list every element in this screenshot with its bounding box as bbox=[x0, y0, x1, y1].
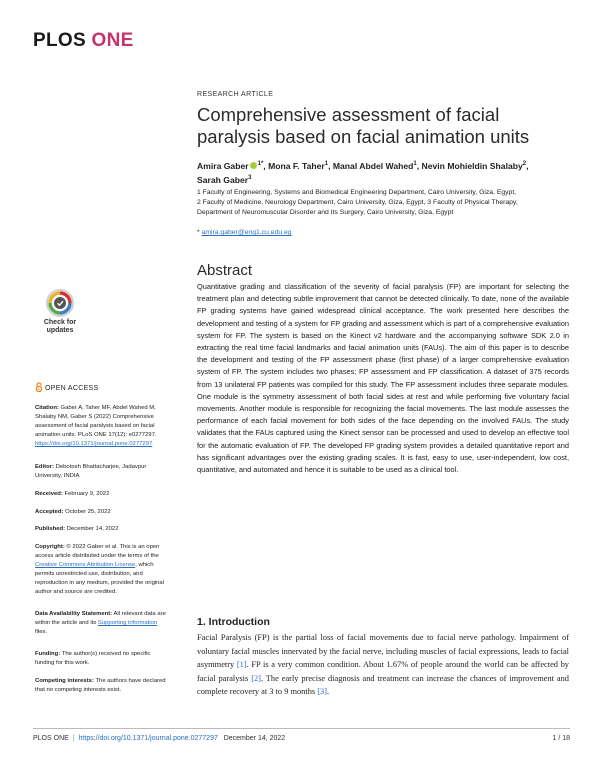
citation-block bbox=[35, 404, 170, 449]
corresponding-star: * bbox=[197, 229, 200, 236]
plos-one-logo[interactable] bbox=[33, 30, 134, 52]
author-affiliation-sup: 3 bbox=[248, 174, 252, 181]
footer bbox=[33, 735, 285, 742]
received-label: Received: bbox=[35, 491, 63, 497]
published-label: Published: bbox=[35, 526, 66, 532]
check-for-updates-badge[interactable] bbox=[36, 288, 84, 348]
data-availability-block bbox=[35, 610, 170, 637]
open-access-lock-icon bbox=[35, 382, 43, 392]
accepted-block bbox=[35, 508, 170, 517]
reference-link[interactable]: [1] bbox=[236, 660, 247, 670]
reference-link[interactable]: [2] bbox=[251, 673, 261, 683]
received-block bbox=[35, 490, 170, 499]
author-name[interactable]: Amira Gaber bbox=[197, 160, 249, 171]
abstract-heading: Abstract bbox=[197, 262, 253, 279]
published-block bbox=[35, 525, 170, 534]
cfu-line: Check for bbox=[43, 319, 77, 326]
affiliation-line: 2 Faculty of Medicine, Neurology Department, Cairo University, Giza, Egypt, 3 Faculty of Physical Therapy, bbox=[197, 199, 518, 206]
competing-interests-block bbox=[35, 677, 170, 695]
abstract-text: Quantitative grading and classification of the severity of facial paralysis (FP) are important for selecting the treatment plan and detecting subtle improvement that cannot be detected clinically. To date, none of the available FP grading systems have gained widespread clinical acceptance. The work presented here describes the development and testing of a system for FP grading and assessment which is part of a comprehensive evaluation system for FP. The system is based on the Kinect v2 hardware and the accompanying software SDK 2.0 in extracting the real time facial landmarks and facial animation units (FAUs). The aim of this paper is to describe the development and testing of the FP assessment phase (first phase) of a larger comprehensive evaluation system of FP. The system includes two phases; FP assessment and FP classification. A dataset of 375 records from 13 unilateral FP patients was compiled for this study. The FP assessment includes three separate modules. One module is the symmetry assessment of both facial sides at rest and while performing five voluntary facial movements. Another module is responsible for recognizing the facial movements. The last module assesses the performance of each facial movement for both sides of the face depending on the involved FAUs. The study validates that the FAUs captured using the Kinect sensor can be processed and used to develop an effective tool for the automatic evaluation of FP. The developed FP grading system provides a detailed quantitative report and has significant advantages over the existing grading scales. It is fast, easy to use, user-independent, low cost, quantitative, and automated and hence it is suitable to be used as a clinical tool. bbox=[197, 282, 569, 475]
corresponding-mark: * bbox=[260, 161, 264, 167]
published-date: December 14, 2022 bbox=[66, 526, 119, 532]
introduction-heading: 1. Introduction bbox=[197, 616, 270, 628]
author-affiliation-sup: 1 bbox=[413, 161, 417, 167]
page-number: 1 / 18 bbox=[552, 735, 570, 742]
author-affiliation-sup: 1 bbox=[257, 161, 261, 167]
footer-divider bbox=[33, 728, 570, 729]
citation-label: Citation: bbox=[35, 405, 59, 411]
cfu-line: updates bbox=[46, 327, 74, 334]
check-for-updates-label bbox=[36, 319, 84, 335]
copyright-text: , which permits unrestricted use, distribution, and reproduction in any medium, provided the original author and source are credited. bbox=[35, 562, 165, 595]
competing-interests-text: The authors have declared that no competing interests exist. bbox=[35, 678, 166, 693]
funding-label: Funding: bbox=[35, 651, 61, 657]
data-availability-label: Data Availability Statement: bbox=[35, 611, 113, 617]
intro-text-part: . bbox=[327, 687, 330, 697]
author-name[interactable]: Nevin Mohieldin Shalaby bbox=[421, 160, 523, 171]
author-name[interactable]: Mona F. Taher bbox=[268, 160, 325, 171]
data-availability-text: files. bbox=[35, 629, 48, 635]
reference-link[interactable]: [3] bbox=[317, 687, 328, 697]
author-name[interactable]: Manal Abdel Wahed bbox=[332, 160, 414, 171]
logo-one: ONE bbox=[91, 30, 134, 51]
copyright-label: Copyright: bbox=[35, 544, 65, 550]
citation-text: Gaber A, Taher MF, Abdel Wahed M, Shalaby NM, Gaber S (2022) Comprehensive assessment of facial paralysis based on facial animation units. PLoS ONE 17(12): e0277297. bbox=[35, 405, 157, 438]
article-type: RESEARCH ARTICLE bbox=[197, 91, 274, 98]
editor-block bbox=[35, 463, 170, 481]
intro-text-part: . FP is a very common condition. About 1.67% of people around the world can be affected by facial paralysis bbox=[197, 660, 569, 683]
author-affiliation-sup: 2 bbox=[522, 161, 527, 167]
affiliations bbox=[197, 188, 572, 218]
supporting-info-link[interactable]: Supporting information bbox=[97, 620, 158, 626]
competing-interests-label: Competing interests: bbox=[35, 678, 94, 684]
footer-separator: | bbox=[72, 735, 75, 742]
author-affiliation-sup: 1 bbox=[324, 161, 329, 167]
received-date: February 9, 2022 bbox=[64, 491, 110, 497]
funding-block bbox=[35, 650, 170, 668]
funding-text: The author(s) received no specific funding for this work. bbox=[35, 651, 151, 666]
footer-doi-link[interactable]: https://doi.org/10.1371/journal.pone.0277297 bbox=[78, 735, 218, 742]
open-access-label bbox=[35, 382, 98, 392]
introduction-text bbox=[197, 631, 569, 699]
data-availability-text: All relevant data are within the article and its bbox=[35, 611, 166, 626]
footer-journal: PLOS ONE bbox=[33, 735, 69, 742]
copyright-text: © 2022 Gaber et al. This is an open access article distributed under the terms of the bbox=[35, 544, 160, 559]
author-name[interactable]: Sarah Gaber bbox=[197, 174, 249, 185]
footer-date: December 14, 2022 bbox=[223, 735, 286, 742]
email-link[interactable]: amira.gaber@eng1.cu.edu.eg bbox=[201, 229, 292, 236]
editor-label: Editor: bbox=[35, 464, 54, 470]
author-list: Amira Gaber $^{1*}$, Mona F. Taher$^1$, Manal Abdel Wahed$^1$, Nevin Mohieldin Shalaby$^2$, Sarah Gaber$^3$ bbox=[197, 160, 529, 185]
open-access-text: OPEN ACCESS bbox=[45, 385, 99, 392]
citation-doi-link[interactable]: https://doi.org/10.1371/journal.pone.0277297 bbox=[35, 441, 153, 447]
accepted-label: Accepted: bbox=[35, 509, 64, 515]
correspondence bbox=[197, 229, 292, 236]
intro-text-part: Facial Paralysis (FP) is the partial loss of facial movements due to facial nerve pathology. Impairment of voluntary facial muscles innervated by the facial nerve, including muscles of facial expressions, leads to facial asymmetry bbox=[197, 633, 569, 670]
copyright-block bbox=[35, 543, 170, 597]
license-link[interactable]: Creative Commons Attribution License bbox=[35, 562, 136, 568]
editor-text: Debotosh Bhattacharjee, Jadavpur University, INDIA bbox=[35, 464, 147, 479]
affiliation-line: 1 Faculty of Engineering, Systems and Biomedical Engineering Department, Cairo University, Giza, Egypt, bbox=[197, 189, 517, 196]
accepted-date: October 25, 2022 bbox=[65, 509, 111, 515]
affiliation-line: Department of Neuromuscular Disorder and Its Surgery, Cairo University, Giza, Egypt bbox=[197, 209, 454, 216]
orcid-icon[interactable] bbox=[250, 162, 257, 169]
logo-plos: PLOS bbox=[33, 30, 86, 51]
check-for-updates-icon bbox=[36, 288, 84, 320]
intro-text-part: . The early precise diagnosis and treatment can increase the chances of improvement and complete recovery at 3 to 9 months bbox=[197, 673, 569, 697]
article-title: Comprehensive assessment of facial paralysis based on facial animation units bbox=[197, 104, 530, 147]
